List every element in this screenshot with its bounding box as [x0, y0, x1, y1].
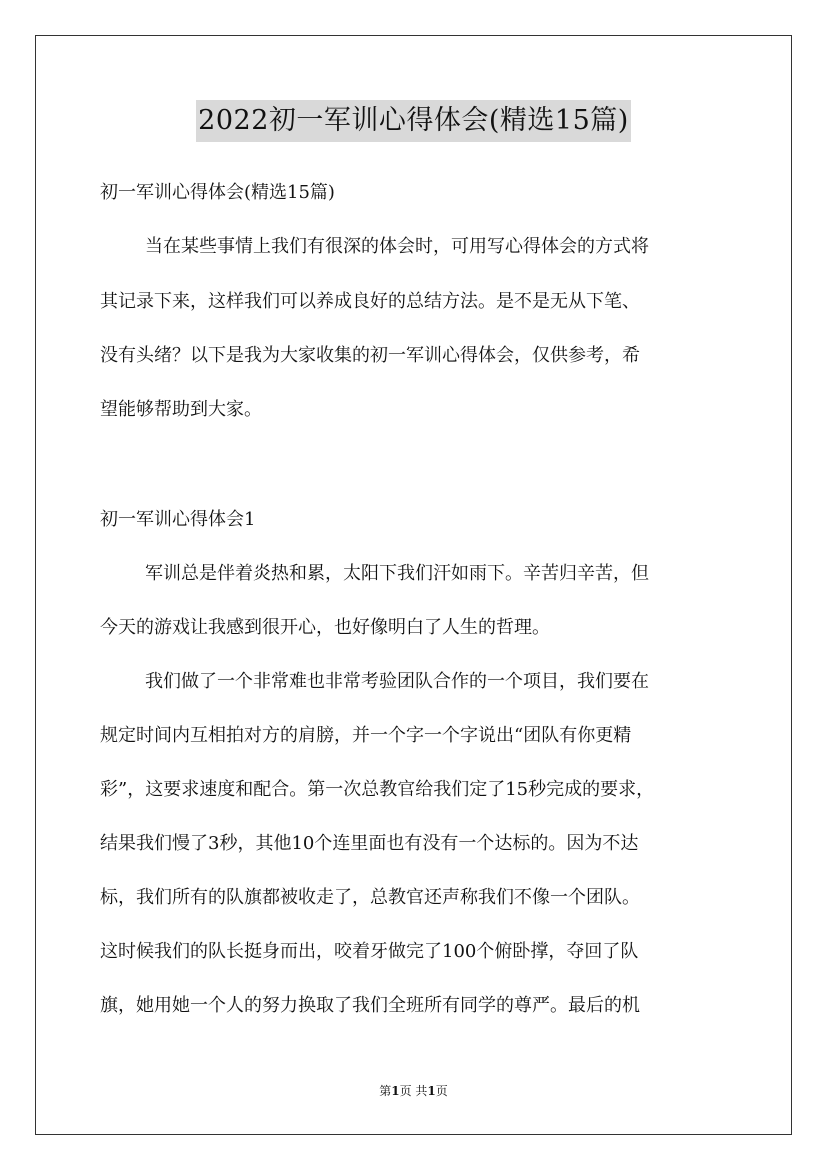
intro-line-4: 望能够帮助到大家。 — [100, 399, 262, 420]
title-container — [0, 100, 827, 142]
intro-line-1: 当在某些事情上我们有很深的体会时，可用写心得体会的方式将 — [145, 236, 649, 257]
para2-line-3: 彩”，这要求速度和配合。第一次总教官给我们定了15秒完成的要求， — [100, 779, 655, 800]
footer-page-prefix: 第 — [379, 1084, 392, 1098]
footer-page-suffix: 页 — [435, 1084, 448, 1098]
footer-page-number: 1 — [391, 1084, 400, 1098]
footer-total-pages: 1 — [427, 1084, 436, 1098]
footer-page-mid: 页 共 — [399, 1084, 428, 1098]
para2-line-2: 规定时间内互相拍对方的肩膀，并一个字一个字说出“团队有你更精 — [100, 725, 632, 746]
para2-line-7: 旗，她用她一个人的努力换取了我们全班所有同学的尊严。最后的机 — [100, 995, 640, 1016]
para2-line-5: 标，我们所有的队旗都被收走了，总教官还声称我们不像一个团队。 — [100, 887, 640, 908]
para1-line-2: 今天的游戏让我感到很开心，也好像明白了人生的哲理。 — [100, 617, 550, 638]
intro-line-3: 没有头绪？以下是我为大家收集的初一军训心得体会，仅供参考，希 — [100, 345, 640, 366]
para1-line-1: 军训总是伴着炎热和累，太阳下我们汗如雨下。辛苦归辛苦，但 — [145, 563, 649, 584]
para2-line-6: 这时候我们的队长挺身而出，咬着牙做完了100个俯卧撑，夺回了队 — [100, 941, 639, 962]
document-subtitle: 初一军训心得体会(精选15篇) — [100, 182, 335, 203]
para2-line-1: 我们做了一个非常难也非常考验团队合作的一个项目，我们要在 — [145, 671, 649, 692]
document-title: 2022初一军训心得体会(精选15篇) — [196, 100, 631, 142]
intro-line-2: 其记录下来，这样我们可以养成良好的总结方法。是不是无从下笔、 — [100, 291, 640, 312]
para2-line-4: 结果我们慢了3秒，其他10个连里面也有没有一个达标的。因为不达 — [100, 833, 639, 854]
page-footer — [0, 1083, 827, 1099]
section-heading: 初一军训心得体会1 — [100, 509, 256, 530]
